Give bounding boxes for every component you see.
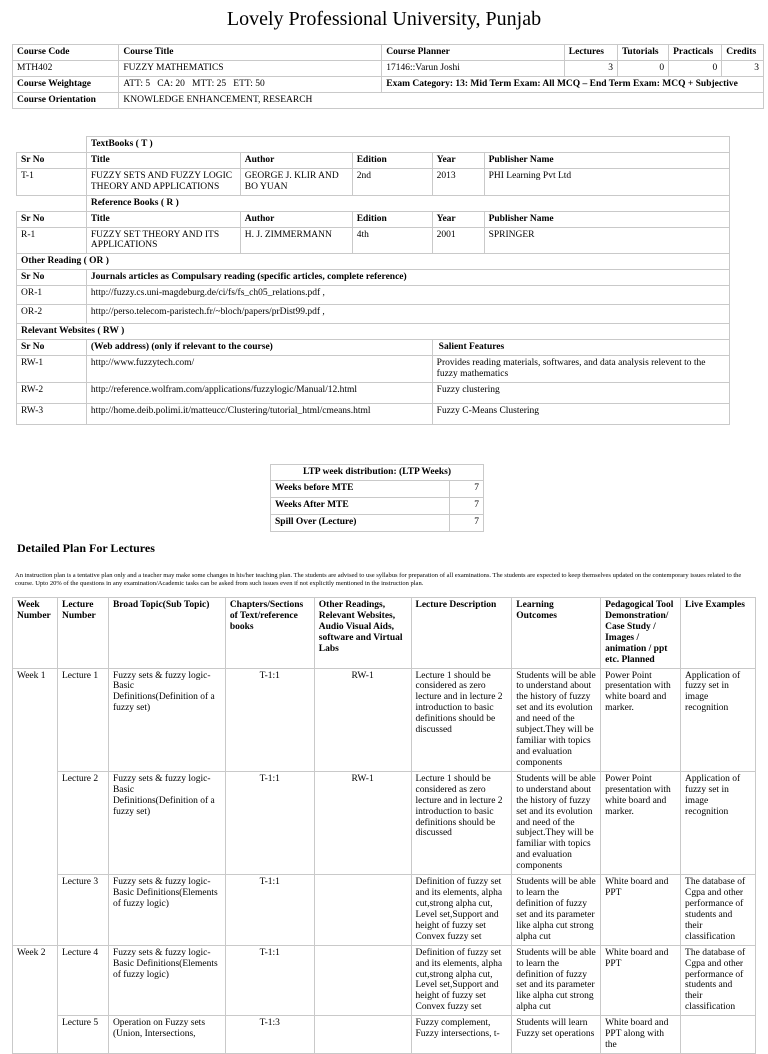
desc-cell: Lecture 1 should be considered as zero lecture and in lecture 2 introduction to basic definitions should be discussed xyxy=(411,668,512,771)
cell: 4th xyxy=(352,227,432,254)
topic-cell: Fuzzy sets & fuzzy logic-Basic Definitions(Definition of a fuzzy set) xyxy=(108,668,225,771)
course-title-header: Course Title xyxy=(119,45,382,61)
col-header: Sr No xyxy=(17,340,87,356)
col-header: Publisher Name xyxy=(484,152,729,168)
course-weightage-label: Course Weightage xyxy=(13,76,119,92)
table-row xyxy=(13,945,756,1016)
tool-cell: Power Point presentation with white board and marker. xyxy=(601,668,681,771)
lecture-cell: Lecture 1 xyxy=(57,668,108,771)
website-link[interactable]: http://home.deib.polimi.it/matteucc/Clustering/tutorial_html/cmeans.html xyxy=(86,403,432,424)
cell: Fuzzy clustering xyxy=(432,382,729,403)
course-info-table xyxy=(12,44,764,109)
cell: FUZZY SETS AND FUZZY LOGIC THEORY AND APPLICATIONS xyxy=(86,168,240,195)
exam-category: Exam Category: 13: Mid Term Exam: All MCQ – End Term Exam: MCQ + Subjective xyxy=(382,76,764,92)
outcome-cell: Students will be able to learn the definition of fuzzy set and its parameter like alpha cut strong alpha cut xyxy=(512,945,601,1016)
textbooks-heading: TextBooks ( T ) xyxy=(86,137,729,153)
lectures-value: 3 xyxy=(564,60,617,76)
col-header: Broad Topic(Sub Topic) xyxy=(108,598,225,669)
reading-link[interactable]: http://perso.telecom-paristech.fr/~bloch/papers/prDist99.pdf , xyxy=(86,305,729,324)
reference-heading: Reference Books ( R ) xyxy=(86,195,729,211)
desc-cell: Lecture 1 should be considered as zero lecture and in lecture 2 introduction to basic definitions should be discussed xyxy=(411,771,512,874)
topic-cell: Fuzzy sets & fuzzy logic-Basic Definitions(Elements of fuzzy logic) xyxy=(108,875,225,946)
course-code-header: Course Code xyxy=(13,45,119,61)
col-header: Sr No xyxy=(17,211,87,227)
live-cell: Application of fuzzy set in image recognition xyxy=(681,771,756,874)
col-header: Salient Features xyxy=(432,340,729,356)
ltp-heading: LTP week distribution: (LTP Weeks) xyxy=(271,465,484,481)
course-planner-header: Course Planner xyxy=(382,45,565,61)
practicals-value: 0 xyxy=(669,60,722,76)
desc-cell: Fuzzy complement, Fuzzy intersections, t- xyxy=(411,1016,512,1054)
books-table xyxy=(16,136,730,425)
week-cell: Week 2 xyxy=(13,945,58,1053)
website-link[interactable]: http://www.fuzzytech.com/ xyxy=(86,356,432,383)
table-row xyxy=(271,480,484,497)
lectures-header: Lectures xyxy=(564,45,617,61)
course-code-value: MTH402 xyxy=(13,60,119,76)
table-row xyxy=(271,514,484,531)
desc-cell: Definition of fuzzy set and its elements, alpha cut,strong alpha cut, Level set,Support and height of fuzzy set Convex fuzzy set xyxy=(411,875,512,946)
outcome-cell: Students will learn Fuzzy set operations xyxy=(512,1016,601,1054)
lecture-cell: Lecture 5 xyxy=(57,1016,108,1054)
col-header: Year xyxy=(432,152,484,168)
cell: Spill Over (Lecture) xyxy=(271,514,450,531)
table-row xyxy=(13,668,756,771)
chapter-cell: T-1:3 xyxy=(225,1016,314,1054)
col-header: Pedagogical Tool Demonstration/ Case Study / Images / animation / ppt etc. Planned xyxy=(601,598,681,669)
chapter-cell: T-1:1 xyxy=(225,875,314,946)
live-cell: The database of Cgpa and other performance of students and their classification xyxy=(681,875,756,946)
topic-cell: Fuzzy sets & fuzzy logic-Basic Definitions(Definition of a fuzzy set) xyxy=(108,771,225,874)
col-header: Edition xyxy=(352,211,432,227)
tutorials-value: 0 xyxy=(617,60,668,76)
col-header: Title xyxy=(86,211,240,227)
col-header: (Web address) (only if relevant to the course) xyxy=(86,340,432,356)
other-cell: RW-1 xyxy=(314,668,411,771)
lecture-cell: Lecture 3 xyxy=(57,875,108,946)
other-cell xyxy=(314,945,411,1016)
lecture-plan-table xyxy=(12,597,756,1054)
course-planner-value: 17146::Varun Joshi xyxy=(382,60,565,76)
table-row xyxy=(13,1016,756,1054)
col-header: Author xyxy=(240,211,352,227)
plan-heading: Detailed Plan For Lectures xyxy=(17,541,155,555)
cell: RW-3 xyxy=(17,403,87,424)
reading-link[interactable]: http://fuzzy.cs.uni-magdeburg.de/ci/fs/fs_ch05_relations.pdf , xyxy=(86,286,729,305)
col-header: Year xyxy=(432,211,484,227)
tool-cell: Power Point presentation with white board and marker. xyxy=(601,771,681,874)
cell: 7 xyxy=(450,497,484,514)
cell: 2013 xyxy=(432,168,484,195)
plan-note: An instruction plan is a tentative plan only and a teacher may make some changes in his/her teaching plan. The students are advised to use syllabus for preparation of all examinations. The students are expected to keep themselves updated on the contemporary issues related to the course. Upto 20% of the questions in any examination/Academic tasks can be asked from such issues even if not explicitly mentioned in the instruction plan. xyxy=(15,572,742,587)
course-orientation-value: KNOWLEDGE ENHANCEMENT, RESEARCH xyxy=(119,92,764,108)
table-row xyxy=(271,497,484,514)
other-cell: RW-1 xyxy=(314,771,411,874)
cell: OR-2 xyxy=(17,305,87,324)
col-header: Other Readings, Relevant Websites, Audio Visual Aids, software and Virtual Labs xyxy=(314,598,411,669)
credits-value: 3 xyxy=(722,60,764,76)
outcome-cell: Students will be able to understand about the history of fuzzy set and its evolution and need of the subject.They will be familiar with topics and evaluation components xyxy=(512,668,601,771)
table-row xyxy=(17,227,730,254)
cell: T-1 xyxy=(17,168,87,195)
cell: RW-2 xyxy=(17,382,87,403)
table-row xyxy=(17,168,730,195)
table-row xyxy=(13,771,756,874)
col-header: Lecture Description xyxy=(411,598,512,669)
other-reading-heading: Other Reading ( OR ) xyxy=(17,254,730,270)
col-header: Lecture Number xyxy=(57,598,108,669)
desc-cell: Definition of fuzzy set and its elements, alpha cut,strong alpha cut, Level set,Support and height of fuzzy set Convex fuzzy set xyxy=(411,945,512,1016)
tool-cell: White board and PPT xyxy=(601,945,681,1016)
other-cell xyxy=(314,875,411,946)
cell: RW-1 xyxy=(17,356,87,383)
cell: Provides reading materials, softwares, and data analysis relevent to the fuzzy mathematics xyxy=(432,356,729,383)
col-header: Title xyxy=(86,152,240,168)
practicals-header: Practicals xyxy=(669,45,722,61)
cell: PHI Learning Pvt Ltd xyxy=(484,168,729,195)
col-header: Week Number xyxy=(13,598,58,669)
col-header: Learning Outcomes xyxy=(512,598,601,669)
col-header: Chapters/Sections of Text/reference books xyxy=(225,598,314,669)
col-header: Sr No xyxy=(17,270,87,286)
cell: R-1 xyxy=(17,227,87,254)
plan-header-row xyxy=(13,598,756,669)
col-header: Author xyxy=(240,152,352,168)
course-orientation-label: Course Orientation xyxy=(13,92,119,108)
page-title: Lovely Professional University, Punjab xyxy=(226,8,542,30)
table-row xyxy=(13,875,756,946)
cell: Fuzzy C-Means Clustering xyxy=(432,403,729,424)
cell: GEORGE J. KLIR AND BO YUAN xyxy=(240,168,352,195)
col-header: Publisher Name xyxy=(484,211,729,227)
table-row xyxy=(17,356,730,383)
col-header: Sr No xyxy=(17,152,87,168)
cell: 2001 xyxy=(432,227,484,254)
website-link[interactable]: http://reference.wolfram.com/applications/fuzzylogic/Manual/12.html xyxy=(86,382,432,403)
tutorials-header: Tutorials xyxy=(617,45,668,61)
col-header: Live Examples xyxy=(681,598,756,669)
cell: Weeks After MTE xyxy=(271,497,450,514)
outcome-cell: Students will be able to understand about the history of fuzzy set and its evolution and need of the subject.They will be familiar with topics and evaluation components xyxy=(512,771,601,874)
cell: 2nd xyxy=(352,168,432,195)
chapter-cell: T-1:1 xyxy=(225,668,314,771)
cell: Weeks before MTE xyxy=(271,480,450,497)
col-header: Edition xyxy=(352,152,432,168)
tool-cell: White board and PPT along with the xyxy=(601,1016,681,1054)
week-cell: Week 1 xyxy=(13,668,58,945)
credits-header: Credits xyxy=(722,45,764,61)
course-weightage-value: ATT: 5 CA: 20 MTT: 25 ETT: 50 xyxy=(119,76,382,92)
course-title-value: FUZZY MATHEMATICS xyxy=(119,60,382,76)
cell: H. J. ZIMMERMANN xyxy=(240,227,352,254)
ltp-table xyxy=(270,464,484,532)
cell: FUZZY SET THEORY AND ITS APPLICATIONS xyxy=(86,227,240,254)
cell: SPRINGER xyxy=(484,227,729,254)
live-cell xyxy=(681,1016,756,1054)
table-row xyxy=(17,403,730,424)
lecture-cell: Lecture 2 xyxy=(57,771,108,874)
table-row xyxy=(17,382,730,403)
chapter-cell: T-1:1 xyxy=(225,945,314,1016)
cell: OR-1 xyxy=(17,286,87,305)
outcome-cell: Students will be able to learn the definition of fuzzy set and its parameter like alpha cut strong alpha cut xyxy=(512,875,601,946)
cell: 7 xyxy=(450,480,484,497)
live-cell: Application of fuzzy set in image recognition xyxy=(681,668,756,771)
websites-heading: Relevant Websites ( RW ) xyxy=(17,324,730,340)
col-header: Journals articles as Compulsary reading (specific articles, complete reference) xyxy=(86,270,729,286)
other-cell xyxy=(314,1016,411,1054)
topic-cell: Operation on Fuzzy sets (Union, Intersections, xyxy=(108,1016,225,1054)
table-row xyxy=(17,305,730,324)
table-row xyxy=(17,286,730,305)
cell: 7 xyxy=(450,514,484,531)
chapter-cell: T-1:1 xyxy=(225,771,314,874)
tool-cell: White board and PPT xyxy=(601,875,681,946)
topic-cell: Fuzzy sets & fuzzy logic-Basic Definitions(Elements of fuzzy logic) xyxy=(108,945,225,1016)
live-cell: The database of Cgpa and other performance of students and their classification xyxy=(681,945,756,1016)
lecture-cell: Lecture 4 xyxy=(57,945,108,1016)
